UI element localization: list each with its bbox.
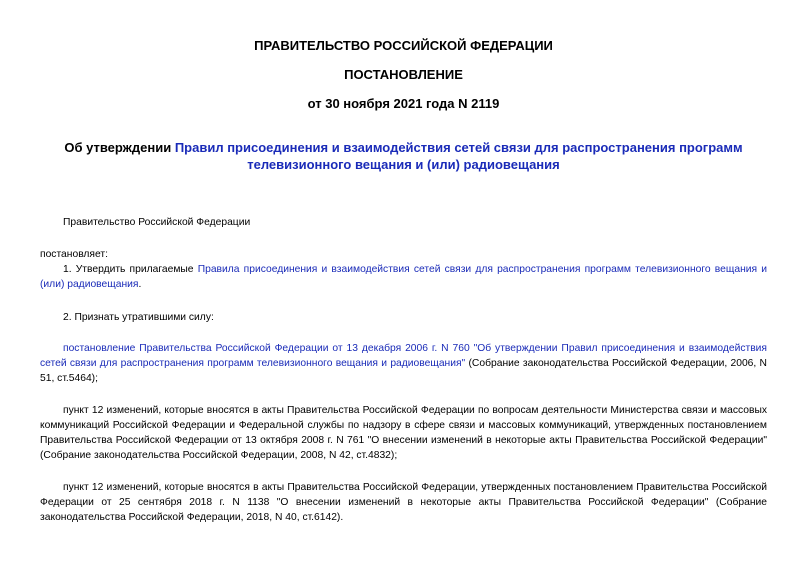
item-1-prefix: 1. Утвердить прилагаемые [63, 264, 198, 275]
paragraph-repealed-1138: пункт 12 изменений, которые вносятся в акты Правительства Российской Федерации, утвержденных постановлением Правительства Российской Федерации от 25 сентября 2018 г. N 1138 "О внесении изменений в некоторые акты Правительства Российской Федерации" (Собрание законодательства Российской Федерации, 2018, N 40, ст.6142). [40, 482, 767, 523]
repealed-760-suffix: (Собрание законодательства Российской Федерации, 2006, N 51, ст.5464); [40, 358, 767, 384]
document-type-heading: ПОСТАНОВЛЕНИЕ [344, 67, 463, 82]
paragraph-repealed-760 [40, 341, 767, 386]
title-prefix: Об утверждении [64, 140, 175, 155]
approved-rules-link[interactable]: Правила присоединения и взаимодействия сетей связи для распространения программ телевизионного вещания и (или) радиовещания [40, 264, 767, 290]
title-rules-link[interactable]: Правил присоединения и взаимодействия сетей связи для распространения программ телевизионного вещания и (или) радиовещания [174, 140, 743, 172]
paragraph-repealed-761: пункт 12 изменений, которые вносятся в акты Правительства Российской Федерации по вопросам деятельности Министерства связи и массовых коммуникаций Российской Федерации и Федеральной службы по надзору в сфере связи и массовых коммуникаций, утвержденных постановлением Правительства Российской Федерации от 13 октября 2008 г. N 761 "О внесении изменений в некоторые акты Правительства Российской Федерации" (Собрание законодательства Российской Федерации, 2008, N 42, ст.4832); [40, 405, 767, 461]
paragraph-government: Правительство Российской Федерации [63, 217, 251, 228]
document-date-number: от 30 ноября 2021 года N 2119 [307, 96, 500, 111]
document-title [40, 139, 767, 173]
item-1-suffix: . [138, 279, 142, 290]
paragraph-item-1 [40, 262, 767, 292]
resolution-760-link[interactable]: постановление Правительства Российской Федерации от 13 декабря 2006 г. N 760 "Об утверждении Правил присоединения и взаимодействия сетей связи для распространения программ телевизионного вещания и радиовещания" [40, 343, 767, 369]
paragraph-item-2: 2. Признать утратившими силу: [63, 312, 214, 323]
government-heading: ПРАВИТЕЛЬСТВО РОССИЙСКОЙ ФЕДЕРАЦИИ [254, 38, 553, 53]
paragraph-resolves: постановляет: [40, 249, 108, 260]
